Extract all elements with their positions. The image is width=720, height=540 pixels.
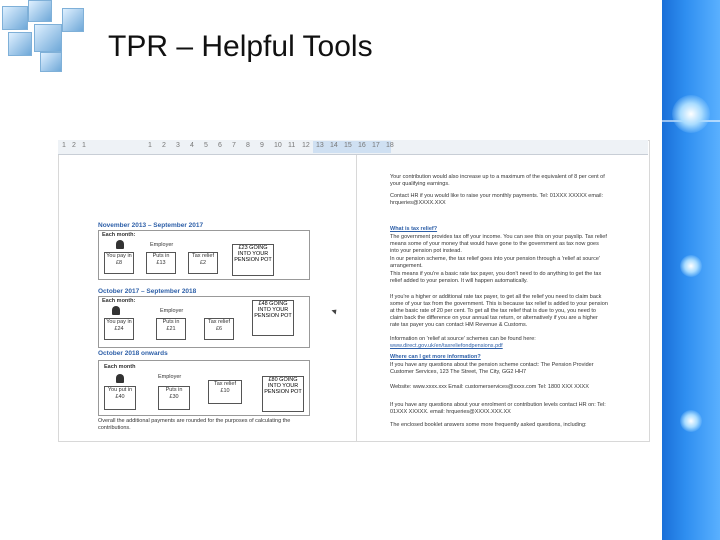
- paragraph: Contact HR if you would like to raise your monthly payments. Tel: 01XXX XXXXX email: hrqueries@XXXX.XXX: [390, 193, 603, 206]
- ruler-tick: 6: [218, 142, 222, 149]
- paragraph: The government provides tax off your income. You can see this on your payslip. Tax relief means some of your money that would have gone to the government as tax now goes into your pension pot instead.: [390, 234, 607, 254]
- footer-note: Overall the additional payments are rounded for the purposes of calculating the contributions.: [98, 418, 291, 431]
- ruler-tick: 10: [274, 142, 282, 149]
- tax-relief-box: Tax relief £10: [208, 380, 242, 404]
- ruler-tick: 2: [162, 142, 166, 149]
- ruler-tick: 7: [232, 142, 236, 149]
- document-ruler[interactable]: [58, 140, 648, 155]
- cube-logo: [0, 0, 92, 72]
- paragraph: In our pension scheme, the tax relief goes into your pension through a 'relief at source' arrangement.: [390, 256, 601, 269]
- ruler-tick: 11: [288, 142, 296, 149]
- each-month-label: Each month:: [102, 232, 136, 238]
- ruler-tick: 2: [72, 142, 76, 149]
- ruler-tick: 1: [148, 142, 152, 149]
- ruler-tick: 12: [302, 142, 310, 149]
- ruler-tick: 16: [358, 142, 366, 149]
- link[interactable]: www.direct.gov.uk/en/taxreliefondpensions.pdf: [390, 343, 503, 349]
- ruler-tick: 8: [246, 142, 250, 149]
- ruler-tick: 18: [386, 142, 394, 149]
- section-title: October 2017 – September 2018: [98, 288, 197, 295]
- heading: What is tax relief?: [390, 226, 438, 232]
- person-icon: [112, 306, 120, 315]
- ruler-tick: 1: [62, 142, 66, 149]
- ruler-tick: 3: [176, 142, 180, 149]
- each-month-label: Each month:: [102, 298, 136, 304]
- paragraph: This means if you're a basic rate tax payer, you don't need to do anything to get the tax relief added to your pension. It will happen automatically.: [390, 271, 602, 284]
- employer-label: Employer: [160, 308, 184, 314]
- ruler-tick: 17: [372, 142, 380, 149]
- paragraph: If you have any questions about the pension scheme contact: The Pension Provider Customer Services, 123 The Street, The City, GG2 HH7: [390, 362, 594, 375]
- slide-title: TPR – Helpful Tools: [108, 30, 373, 63]
- person-icon: [116, 240, 124, 249]
- paragraph: Your contribution would also increase up to a maximum of the equivalent of 8 per cent of your qualifying earnings.: [390, 174, 605, 187]
- you-pay-box: You put in £40: [104, 386, 136, 410]
- tax-relief-box: Tax relief £6: [204, 318, 234, 340]
- pension-pot: £48 GOING INTO YOUR PENSION POT: [252, 300, 294, 336]
- employer-label: Employer: [150, 242, 174, 248]
- employer-label: Employer: [158, 374, 182, 380]
- pension-pot: £80 GOING INTO YOUR PENSION POT: [262, 376, 304, 412]
- glow-orb-icon: [680, 255, 702, 277]
- section-title: October 2018 onwards: [98, 350, 168, 357]
- you-pay-box: You pay in £8: [104, 252, 134, 274]
- ruler-tick: 5: [204, 142, 208, 149]
- pension-pot: £23 GOING INTO YOUR PENSION POT: [232, 244, 274, 276]
- decorative-side-bar: [662, 0, 720, 540]
- paragraph: If you have any questions about your enrolment or contribution levels contact HR on: Tel: 01XXX XXXXX. email: hrqueries@XXXX.XXX.XX: [390, 402, 606, 415]
- employer-box: Puts in £30: [158, 386, 190, 410]
- ruler-tick: 9: [260, 142, 264, 149]
- ruler-tick: 4: [190, 142, 194, 149]
- tax-relief-box: Tax relief £2: [188, 252, 218, 274]
- ruler-tick: 13: [316, 142, 324, 149]
- ruler-tick: 1: [82, 142, 86, 149]
- paragraph: Information on 'relief at source' schemes can be found here:: [390, 336, 536, 342]
- person-icon: [116, 374, 124, 383]
- paragraph: If you're a higher or additional rate tax payer, to get all the relief you need to claim back some of your tax from the government. This is because tax relief is added to your pension at the basic rate of 20 per cent. To get all the tax relief that is due to you, you need to claim back the difference on your annual tax return, or alternatively if you are a higher rate tax payer you can contact HM Revenue & Customs.: [390, 294, 608, 328]
- heading: Where can I get more information?: [390, 354, 481, 360]
- glow-orb-icon: [680, 410, 702, 432]
- employer-box: Puts in £13: [146, 252, 176, 274]
- paragraph: Website: www.xxxx.xxx Email: customerservices@xxxx.com Tel: 1800 XXX XXXX: [390, 384, 589, 390]
- each-month-label: Each month: [104, 364, 136, 370]
- ruler-tick: 15: [344, 142, 352, 149]
- section-title: November 2013 – September 2017: [98, 222, 204, 229]
- employer-box: Puts in £21: [156, 318, 186, 340]
- ruler-tick: 14: [330, 142, 338, 149]
- glow-orb-icon: [672, 95, 710, 133]
- you-pay-box: You pay in £24: [104, 318, 134, 340]
- paragraph: The enclosed booklet answers some more frequently asked questions, including:: [390, 422, 587, 428]
